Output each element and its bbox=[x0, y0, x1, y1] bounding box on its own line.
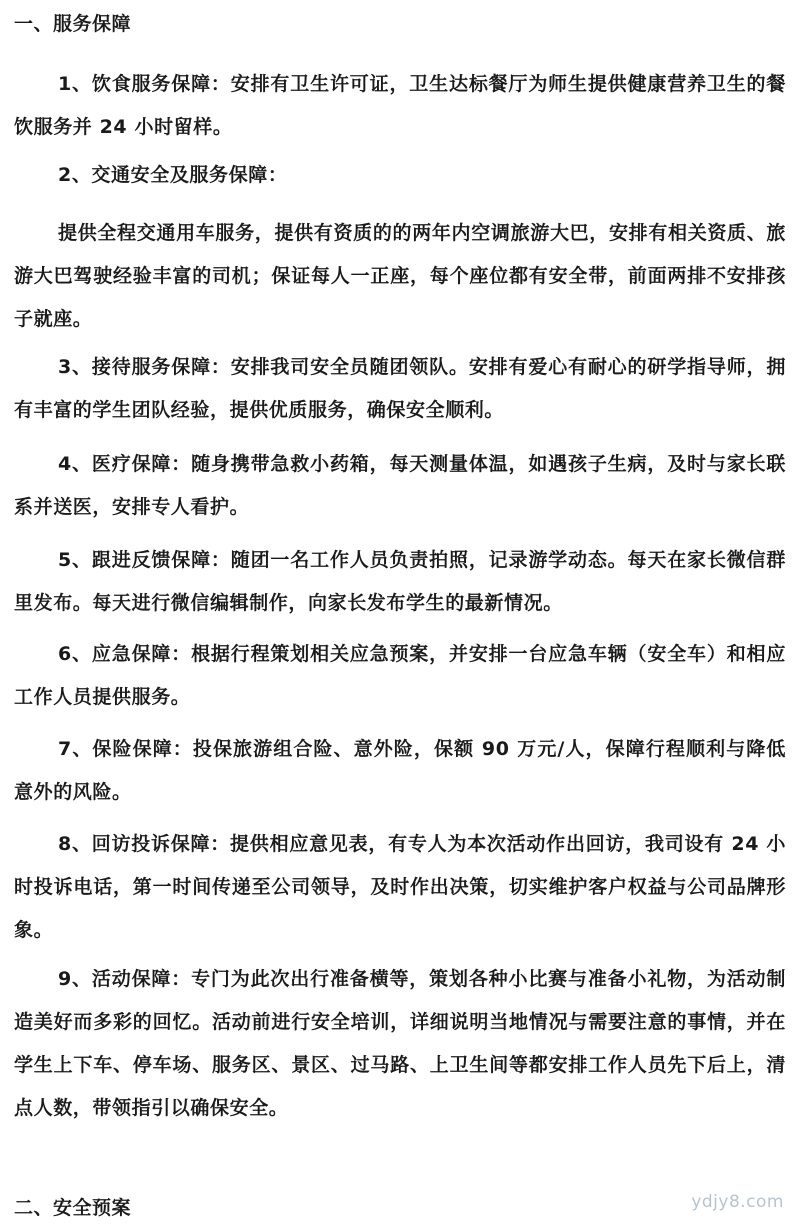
section-heading-safety-plan: 二、安全预案 bbox=[14, 1197, 132, 1219]
paragraph-reception-service: 3、接待服务保障：安排我司安全员随团领队。安排有爱心有耐心的研学指导师，拥有丰富的学生团队经验，提供优质服务，确保安全顺利。 bbox=[14, 356, 786, 421]
paragraph-traffic-detail: 提供全程交通用车服务，提供有资质的的两年内空调旅游大巴，安排有相关资质、旅游大巴驾驶经验丰富的司机；保证每人一正座，每个座位都有安全带，前面两排不安排孩子就座。 bbox=[14, 222, 786, 330]
paragraph-medical: 4、医疗保障：随身携带急救小药箱，每天测量体温，如遇孩子生病，及时与家长联系并送医，安排专人看护。 bbox=[14, 453, 786, 518]
paragraph-feedback: 5、跟进反馈保障：随团一名工作人员负责拍照，记录游学动态。每天在家长微信群里发布。每天进行微信编辑制作，向家长发布学生的最新情况。 bbox=[14, 549, 786, 614]
paragraph-emergency: 6、应急保障：根据行程策划相关应急预案，并安排一台应急车辆（安全车）和相应工作人员提供服务。 bbox=[14, 643, 786, 708]
paragraph-complaint: 8、回访投诉保障：提供相应意见表，有专人为本次活动作出回访，我司设有 24 小时投诉电话，第一时间传递至公司领导，及时作出决策，切实维护客户权益与公司品牌形象。 bbox=[14, 833, 786, 941]
paragraph-activity: 9、活动保障：专门为此次出行准备横等，策划各种小比赛与准备小礼物，为活动制造美好而多彩的回忆。活动前进行安全培训，详细说明当地情况与需要注意的事情，并在学生上下车、停车场、服务区、景区、过马路、上卫生间等都安排工作人员先下后上，清点人数，带领指引以确保安全。 bbox=[14, 968, 786, 1119]
site-watermark: ydjy8.com bbox=[691, 1192, 784, 1212]
paragraph-insurance: 7、保险保障：投保旅游组合险、意外险，保额 90 万元/人，保障行程顺利与降低意外的风险。 bbox=[14, 738, 786, 803]
paragraph-food-service: 1、饮食服务保障：安排有卫生许可证，卫生达标餐厅为师生提供健康营养卫生的餐饮服务并 24 小时留样。 bbox=[14, 73, 786, 138]
paragraph-traffic-heading: 2、交通安全及服务保障： bbox=[58, 164, 288, 186]
section-heading-service-guarantee: 一、服务保障 bbox=[14, 13, 132, 35]
